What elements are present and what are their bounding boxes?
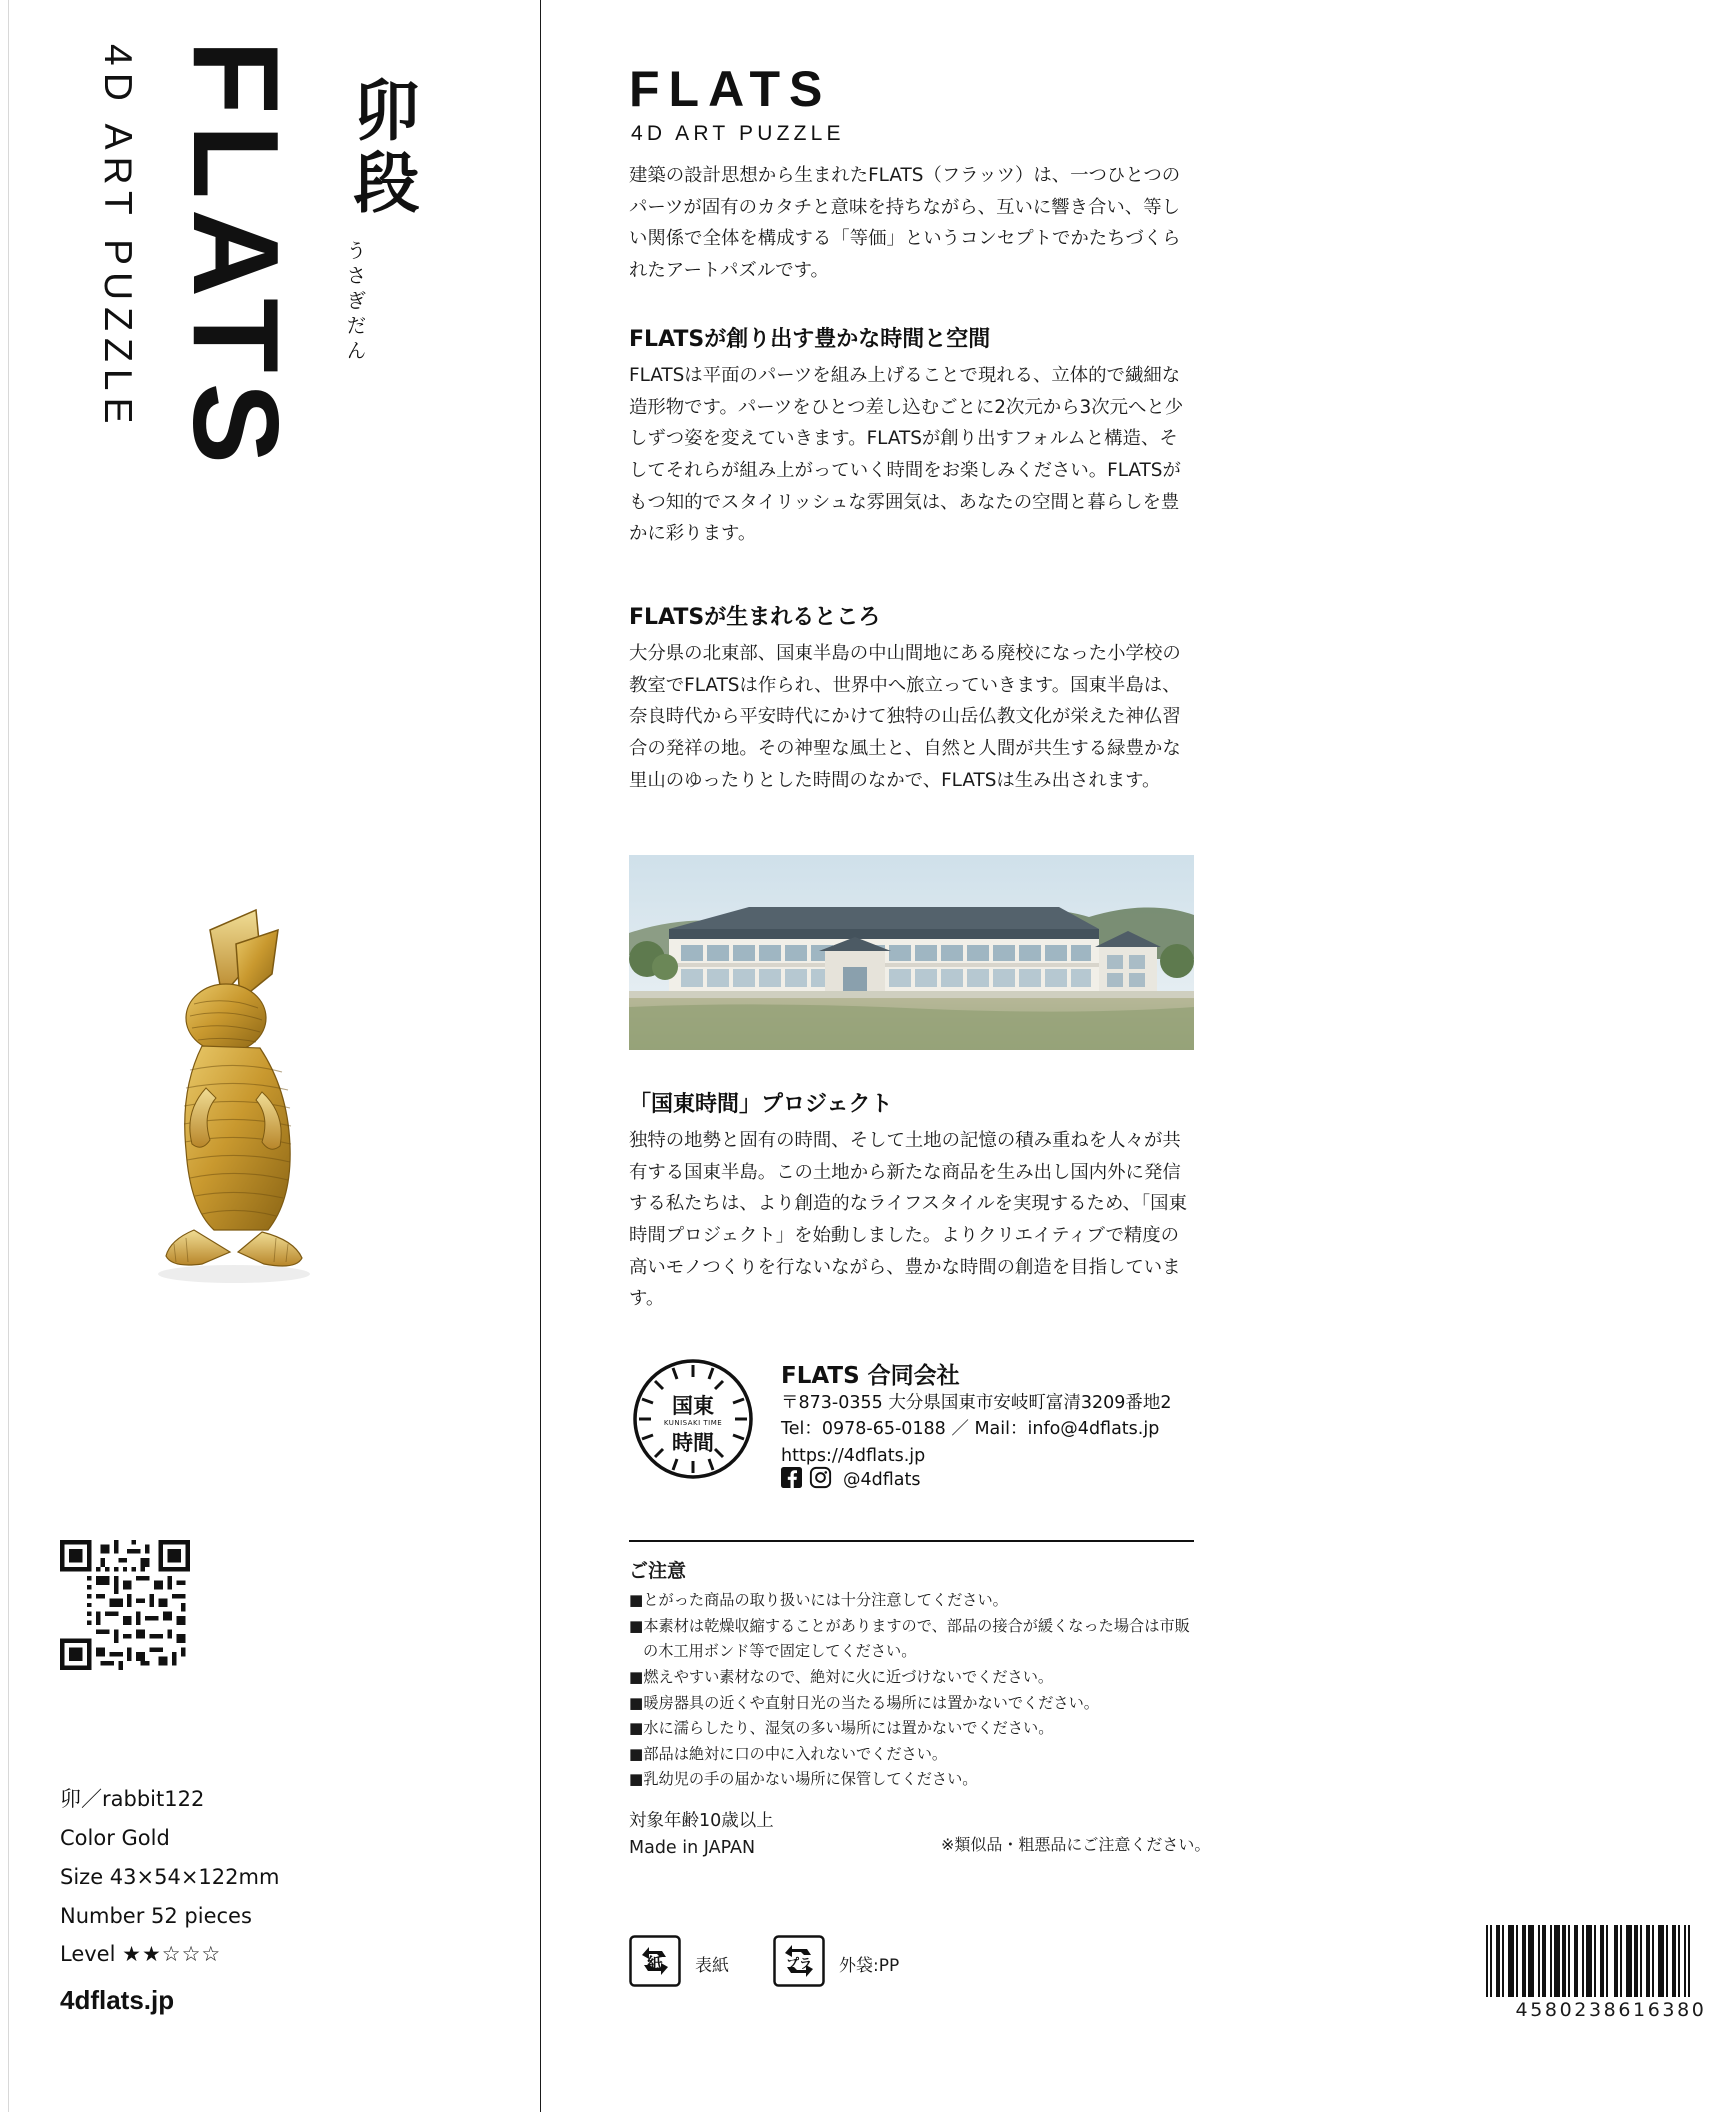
- spec-level: [60, 1935, 460, 1974]
- caution-item: ■乳幼児の手の届かない場所に保管してください。: [629, 1770, 978, 1789]
- plastic-mark-label: 外袋:PP: [839, 1955, 900, 1976]
- svg-text:時間: 時間: [672, 1431, 714, 1455]
- section3-heading: 「国東時間」プロジェクト: [629, 1092, 893, 1117]
- facebook-icon[interactable]: [781, 1467, 802, 1493]
- company-block: [629, 1355, 1194, 1490]
- svg-text:国東: 国東: [672, 1394, 714, 1418]
- social-links[interactable]: [781, 1467, 920, 1493]
- paper-recycle-icon: [629, 1935, 681, 1992]
- section2-body: 大分県の北東部、国東半島の中山間地にある廃校になった小学校の教室でFLATSは作られ、世界中へ旅立っていきます。国東半島は、奈良時代から平安時代にかけて独特の山岳仏教文化が栄えた神仏習合の発祥の地。その神聖な風土と、自然と人間が共生する緑豊かな里山のゆったりとした時間のなかで、FLATSは生み出されます。: [629, 643, 1181, 791]
- made-in: Made in JAPAN: [629, 1838, 756, 1859]
- company-url[interactable]: https://4dflats.jp: [781, 1445, 926, 1466]
- company-info: [781, 1357, 1172, 1469]
- spec-pieces: Number 52 pieces: [60, 1903, 252, 1928]
- spec-size: Size 43×54×122mm: [60, 1864, 280, 1889]
- website-url: 4dflats.jp: [60, 1985, 175, 2015]
- social-handle: @4dflats: [843, 1470, 921, 1490]
- left-title-block: [55, 40, 515, 800]
- spec-color: Color Gold: [60, 1825, 170, 1850]
- caution-item: ■部品は絶対に口の中に入れないでください。: [629, 1744, 948, 1763]
- instagram-icon[interactable]: [810, 1467, 831, 1493]
- japanese-product-kana: うさぎだん: [343, 240, 367, 365]
- age-and-origin: [629, 1808, 774, 1862]
- spec-level-label: Level: [60, 1942, 116, 1967]
- caution-item: ■燃えやすい素材なので、絶対に火に近づけないでください。: [629, 1667, 1054, 1686]
- brand-subtitle: 4D ART PUZZLE: [631, 122, 845, 145]
- company-name: FLATS 合同会社: [781, 1363, 960, 1389]
- caution-item: ■とがった商品の取り扱いには十分注意してください。: [629, 1591, 1008, 1609]
- caution-item: ■水に濡らしたり、湿気の多い場所には置かないでください。: [629, 1719, 1054, 1738]
- qr-code: [60, 1540, 190, 1670]
- left-panel: [0, 0, 540, 2112]
- kunisaki-time-stamp-icon: [629, 1355, 757, 1483]
- caution-list: [629, 1588, 1199, 1793]
- japanese-product-title: 卯段: [342, 76, 419, 220]
- section2-heading: FLATSが生まれるところ: [629, 605, 881, 630]
- barcode-bars: [1486, 1925, 1736, 1997]
- svg-text:KUNISAKI TIME: KUNISAKI TIME: [663, 1419, 723, 1427]
- recycle-marks: [629, 1930, 899, 1996]
- caution-item: ■暖房器具の近くや直射日光の当たる場所には置かないでください。: [629, 1693, 1099, 1712]
- caution-divider: [629, 1540, 1194, 1542]
- age-rating: 対象年齢10歳以上: [629, 1811, 774, 1831]
- paper-mark-label: 表紙: [695, 1955, 729, 1976]
- vertical-brand-title: FLATS: [168, 40, 304, 474]
- svg-text:プラ: プラ: [785, 1956, 813, 1972]
- section1-heading: FLATSが創り出す豊かな時間と空間: [629, 327, 991, 352]
- section3-body: 独特の地勢と固有の時間、そして土地の記憶の積み重ねを人々が共有する国東半島。この土地から新たな商品を生み出し国内外に発信する私たちは、より創造的なライフスタイルを実現するため、「国東時間プロジェクト」を始動しました。よりクリエイティブで精度の高いモノつくりを行ないながら、豊かな時間の創造を目指しています。: [629, 1130, 1187, 1310]
- caution-heading: ご注意: [629, 1560, 687, 1582]
- section1-body: FLATSは平面のパーツを組み上げることで現れる、立体的で繊細な造形物です。パーツをひとつ差し込むごとに2次元から3次元へと少しずつ姿を変えていきます。FLATSが創り出すフォルムと構造、そしてそれらが組み上がっていく時間をお楽しみください。FLATSがもつ知的でスタイリッシュな雰囲気は、あなたの空間と暮らしを豊かに彩ります。: [629, 365, 1184, 545]
- svg-text:紙: 紙: [646, 1953, 664, 1973]
- school-building-photo: [629, 855, 1194, 1050]
- barcode: [1486, 1925, 1736, 2021]
- product-spec-list: [60, 1780, 460, 1974]
- company-address: 〒873-0355 大分県国東市安岐町富清3209番地2: [781, 1393, 1172, 1413]
- brand-title: FLATS: [629, 61, 832, 117]
- right-panel: [541, 0, 1707, 2112]
- barcode-number: 4580238616380: [1515, 1999, 1707, 2021]
- spec-name: 卯／rabbit122: [60, 1787, 205, 1811]
- intro-paragraph: 建築の設計思想から生まれたFLATS（フラッツ）は、一つひとつのパーツが固有のカタチと意味を持ちながら、互いに響き合い、等しい関係で全体を構成する「等価」というコンセプトでかたちづくられたアートパズルです。: [629, 165, 1181, 281]
- vertical-brand-subtitle: 4D ART PUZZLE: [96, 44, 139, 431]
- plastic-recycle-icon: [773, 1935, 825, 1992]
- company-tel-mail: Tel：0978-65-0188 ／ Mail：info@4dflats.jp: [781, 1419, 1160, 1440]
- rabbit-puzzle-photo: [110, 900, 390, 1330]
- difficulty-stars: ★★☆☆☆: [122, 1942, 222, 1967]
- imitation-note: ※類似品・粗悪品にご注意ください。: [941, 1835, 1211, 1854]
- caution-item: ■本素材は乾燥収縮することがありますので、部品の接合が緩くなった場合は市販: [629, 1616, 1190, 1635]
- caution-item-cont: の木工用ボンド等で固定してください。: [643, 1642, 917, 1661]
